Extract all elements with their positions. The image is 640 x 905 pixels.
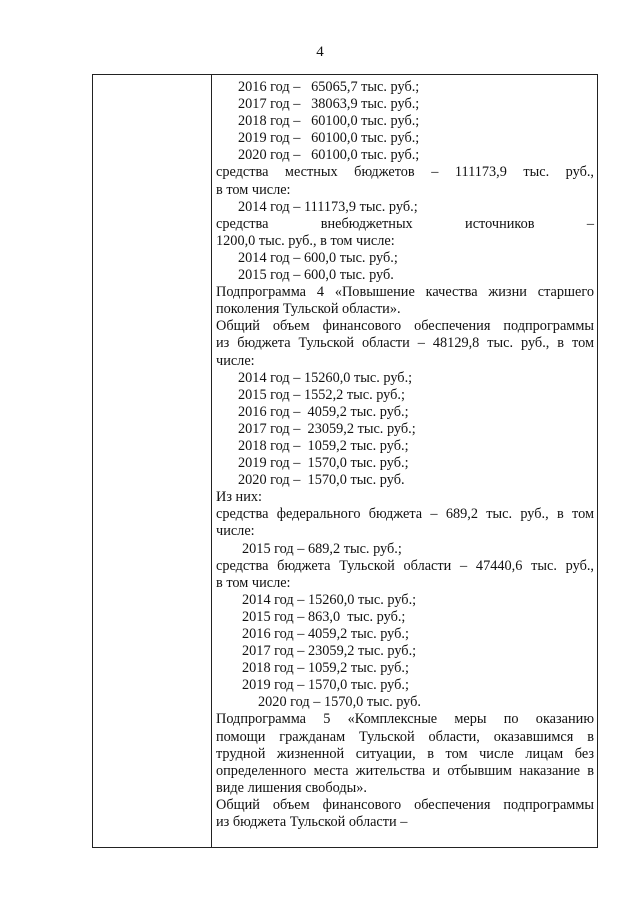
text-line: 1200,0 тыс. руб., в том числе: (216, 232, 395, 249)
text-line: 2019 год – 1570,0 тыс. руб.; (242, 677, 409, 694)
text-line: 2018 год – 1059,2 тыс. руб.; (242, 660, 409, 677)
text-line: 2017 год – 23059,2 тыс. руб.; (242, 643, 417, 660)
text-line: определенного места жительства и отбывшим наказание в (216, 762, 594, 779)
column-divider (211, 75, 212, 847)
text-line: 2018 год – 60100,0 тыс. руб.; (238, 113, 420, 130)
text-line: из бюджета Тульской области – (216, 814, 408, 831)
text-line: 2014 год – 600,0 тыс. руб.; (238, 249, 398, 266)
text-line: из бюджета Тульской области – 48129,8 тыс. руб., в том (216, 335, 594, 352)
text-line: 2019 год – 1570,0 тыс. руб.; (238, 455, 409, 472)
text-line: в том числе: (216, 574, 291, 591)
text-line: 2020 год – 60100,0 тыс. руб.; (238, 147, 420, 164)
text-line: поколения Тульской области». (216, 301, 401, 318)
text-line: Общий объем финансового обеспечения подпрограммы (216, 318, 594, 335)
text-line: 2020 год – 1570,0 тыс. руб. (258, 694, 421, 711)
text-line: 2015 год – 689,2 тыс. руб.; (242, 540, 402, 557)
text-line: Подпрограмма 5 «Комплексные меры по оказанию (216, 711, 594, 728)
text-line: трудной жизненной ситуации, в том числе лицам без (216, 745, 594, 762)
text-line: в том числе: (216, 181, 291, 198)
text-line: 2015 год – 1552,2 тыс. руб.; (238, 386, 405, 403)
text-line: 2016 год – 4059,2 тыс. руб.; (238, 403, 409, 420)
text-line: 2017 год – 38063,9 тыс. руб.; (238, 96, 420, 113)
text-line: 2015 год – 600,0 тыс. руб. (238, 267, 394, 284)
table-frame (92, 74, 598, 848)
text-line: Подпрограмма 4 «Повышение качества жизни старшего (216, 284, 594, 301)
text-line: средства федерального бюджета – 689,2 тыс. руб., в том (216, 506, 594, 523)
text-line: виде лишения свободы». (216, 779, 367, 796)
text-line: помощи гражданам Тульской области, оказавшимся в (216, 728, 594, 745)
text-line: 2016 год – 4059,2 тыс. руб.; (242, 626, 409, 642)
text-line: 2019 год – 60100,0 тыс. руб.; (238, 130, 420, 147)
text-line: 2014 год – 111173,9 тыс. руб.; (238, 198, 418, 215)
text-line: 2016 год – 65065,7 тыс. руб.; (238, 79, 420, 95)
text-line: 2014 год – 15260,0 тыс. руб.; (238, 369, 413, 386)
right-cell-text (216, 79, 594, 831)
text-line: Из них: (216, 489, 262, 506)
text-line: 2014 год – 15260,0 тыс. руб.; (242, 591, 417, 608)
text-line: числе: (216, 352, 255, 369)
text-line: Общий объем финансового обеспечения подпрограммы (216, 796, 594, 813)
text-line: средства местных бюджетов – 111173,9 тыс. руб., (216, 164, 594, 181)
text-line: средства бюджета Тульской области – 47440,6 тыс. руб., (216, 557, 594, 574)
text-line: 2018 год – 1059,2 тыс. руб.; (238, 437, 409, 454)
text-line: 2017 год – 23059,2 тыс. руб.; (238, 420, 416, 437)
text-line: 2020 год – 1570,0 тыс. руб. (238, 472, 405, 489)
text-line: числе: (216, 523, 255, 540)
text-line: средства внебюджетных источников – (216, 215, 594, 232)
text-line: 2015 год – 863,0 тыс. руб.; (242, 608, 406, 625)
page-number: 4 (316, 44, 324, 60)
